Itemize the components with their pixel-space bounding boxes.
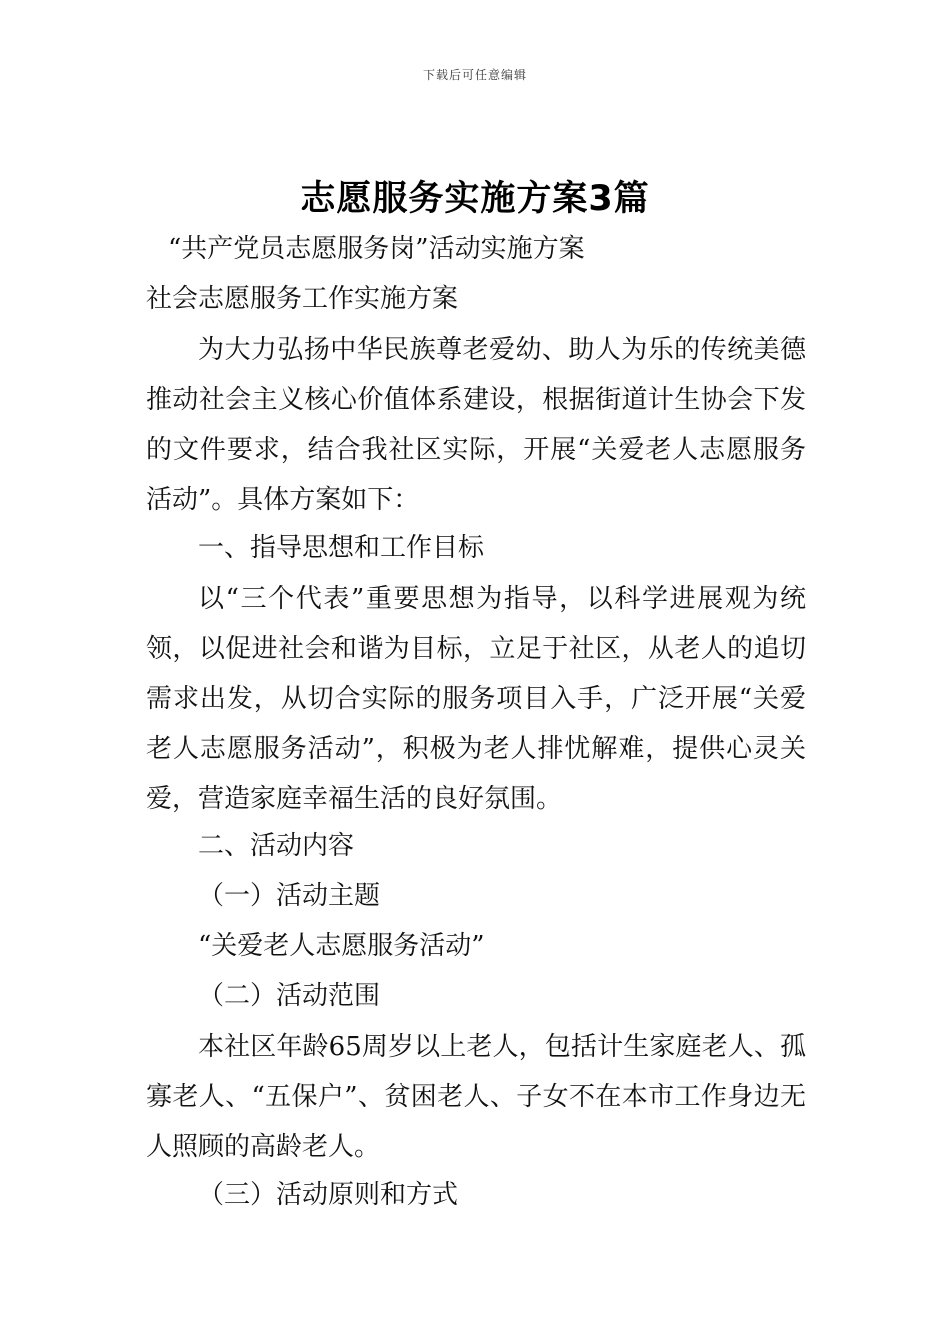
subtitle-social-volunteer-plan: 社会志愿服务工作实施方案 <box>146 284 459 314</box>
intro-paragraph: 为大力弘扬中华民族尊老爱幼、助人为乐的传统美德推动社会主义核心价值体系建设，根据街道计生协会下发的文件要求，结合我社区实际，开展“关爱老人志愿服务活动”。具体方案如下： <box>146 335 806 515</box>
section-1-body: 以“三个代表”重要思想为指导，以科学进展观为统领，以促进社会和谐为目标，立足于社区，从老人的追切需求出发，从切合实际的服务项目入手，广泛开展“关爱老人志愿服务活动”，积极为老人排忧解难，提供心灵关爱，营造家庭幸福生活的良好氛围。 <box>146 584 806 814</box>
page-header-note: 下载后可任意编辑 <box>422 68 527 82</box>
section-2-heading: 二、活动内容 <box>198 831 355 861</box>
subsection-1-body: “关爱老人志愿服务活动” <box>198 931 485 961</box>
subsection-2-body: 本社区年龄65周岁以上老人，包括计生家庭老人、孤寡老人、“五保户”、贫困老人、子女不在本市工作身边无人照顾的高龄老人。 <box>146 1032 806 1162</box>
subsection-3-heading: （三）活动原则和方式 <box>198 1180 459 1210</box>
section-1-heading: 一、指导思想和工作目标 <box>198 533 485 563</box>
subsection-2-heading: （二）活动范围 <box>198 981 381 1011</box>
subtitle-party-volunteer-plan: “共产党员志愿服务岗”活动实施方案 <box>168 234 585 264</box>
document-title: 志愿服务实施方案3篇 <box>300 179 650 219</box>
subsection-1-heading: （一）活动主题 <box>198 881 381 911</box>
